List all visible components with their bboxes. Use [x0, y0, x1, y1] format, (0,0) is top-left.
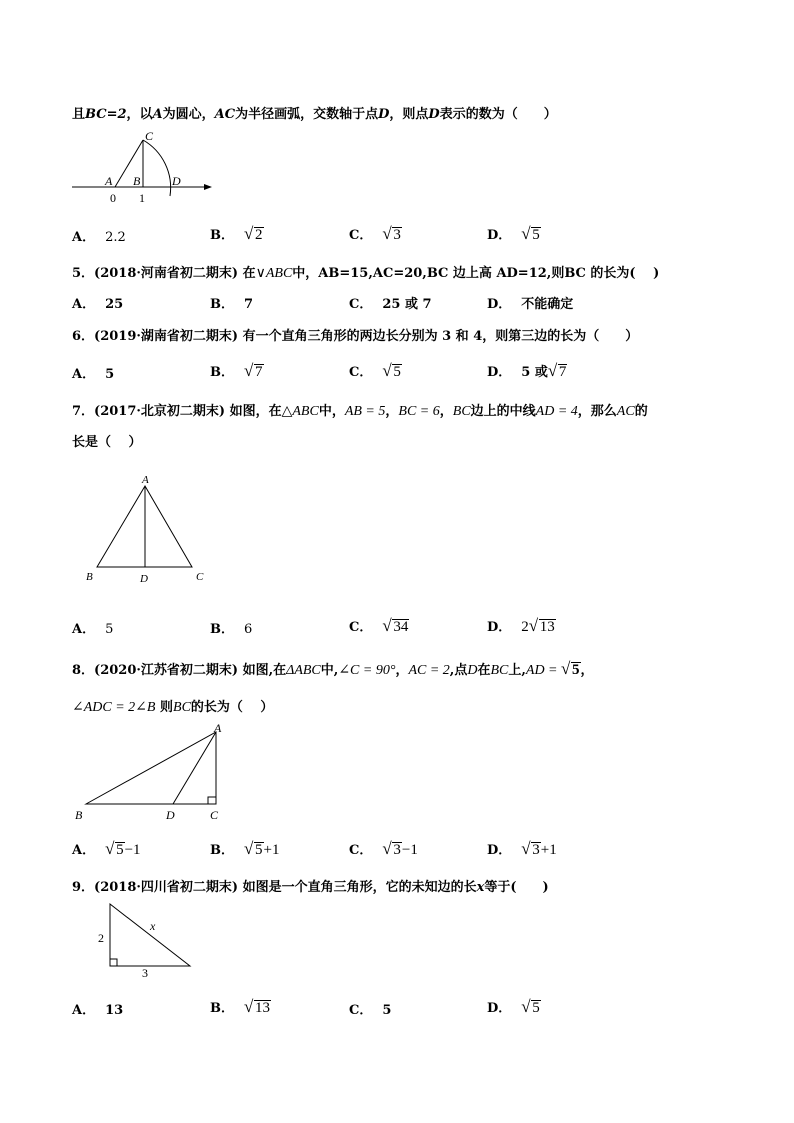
right-angle-mark: [110, 959, 117, 966]
label-a: A: [214, 722, 222, 735]
label-side-3: 3: [142, 966, 148, 978]
q4-option-a: A． 2.2: [72, 230, 126, 245]
label-b: B: [133, 174, 141, 188]
q9-option-c: C． 5: [349, 1003, 392, 1018]
label-hyp-x: x: [150, 919, 156, 933]
q6-option-b: B． √ 7: [210, 361, 263, 380]
q9-stem: 9．(2018·四川省初二期末) 如图是一个直角三角形，它的未知边的长x等于( ): [72, 880, 549, 895]
q5-option-c: C． 25 或 7: [349, 297, 432, 312]
q4-stem: 且BC=2，以A为圆心，AC为半径画弧，交数轴于点D，则点D表示的数为（ ）: [72, 107, 557, 122]
q4-number-line-figure: [70, 128, 220, 206]
label-d: D: [172, 174, 181, 188]
q7-stem: 7．(2017·北京初二期末) 如图，在△ABC中，AB = 5，BC = 6，BC边上的中线AD = 4，那么AC的: [72, 404, 648, 419]
q8-option-b: B． √ 5+1: [210, 839, 280, 858]
label-side-2: 2: [98, 931, 104, 945]
q9-option-b: B． √ 13: [210, 997, 270, 1016]
q4-option-d: D． √ 5: [487, 224, 540, 243]
arc: [143, 140, 171, 196]
label-d: D: [166, 808, 175, 822]
q4-option-c: C． √ 3: [349, 224, 401, 243]
right-triangle: [110, 904, 190, 966]
q8-stem: 8．(2020·江苏省初二期末) 如图,在ΔABC中,∠C = 90°，AC = 2,点D在BC上,AD = √ 5，: [72, 659, 594, 678]
label-c: C: [145, 129, 154, 143]
q8-option-c: C． √ 3−1: [349, 839, 418, 858]
q5-stem: 5．(2018·河南省初二期末) 在∨ABC中，AB=15,AC=20,BC 边上高 AD=12,则BC 的长为( ): [72, 266, 660, 281]
triangle-abc: [86, 732, 216, 804]
q5-option-a: A． 25: [72, 297, 124, 312]
q4-option-b: B． √ 2: [210, 224, 263, 243]
q9-triangle-figure: [92, 896, 202, 978]
label-one: 1: [139, 191, 145, 205]
q7-option-c: C． √ 34: [349, 616, 409, 635]
q9-option-a: A． 13: [72, 1003, 124, 1018]
q5-option-d: D． 不能确定: [487, 297, 574, 312]
q6-option-c: C． √ 5: [349, 361, 401, 380]
q7-option-d: D． 2 √ 13: [487, 616, 555, 635]
q7-triangle-figure: [82, 472, 212, 587]
label-b: B: [86, 571, 93, 583]
label-zero: 0: [110, 191, 116, 205]
q7-option-b: B． 6: [210, 622, 253, 637]
label-c: C: [196, 571, 204, 583]
number-line-arrow: [204, 184, 212, 190]
label-a: A: [105, 174, 113, 188]
q6-option-d: D． 5 或 √ 7: [487, 361, 567, 380]
q9-option-d: D． √ 5: [487, 997, 540, 1016]
q8-stem-line2: ∠ADC = 2∠B 则BC的长为（ ）: [72, 700, 274, 715]
q8-option-a: A． √ 5−1: [72, 839, 141, 858]
label-c: C: [210, 808, 219, 822]
q8-option-d: D． √ 3+1: [487, 839, 557, 858]
label-a: A: [142, 474, 149, 486]
q6-option-a: A． 5: [72, 367, 115, 382]
q8-triangle-figure: [72, 722, 232, 827]
segment-ad: [173, 732, 216, 804]
q5-option-b: B． 7: [210, 297, 254, 312]
q7-stem-line2: 长是（ ）: [72, 435, 142, 450]
label-b: B: [75, 808, 83, 822]
q6-stem: 6．(2019·湖南省初二期末) 有一个直角三角形的两边长分别为 3 和 4，则第三边的长为（ ）: [72, 329, 639, 344]
label-d: D: [140, 573, 148, 585]
q7-option-a: A． 5: [72, 622, 114, 637]
right-angle-mark: [208, 797, 216, 804]
